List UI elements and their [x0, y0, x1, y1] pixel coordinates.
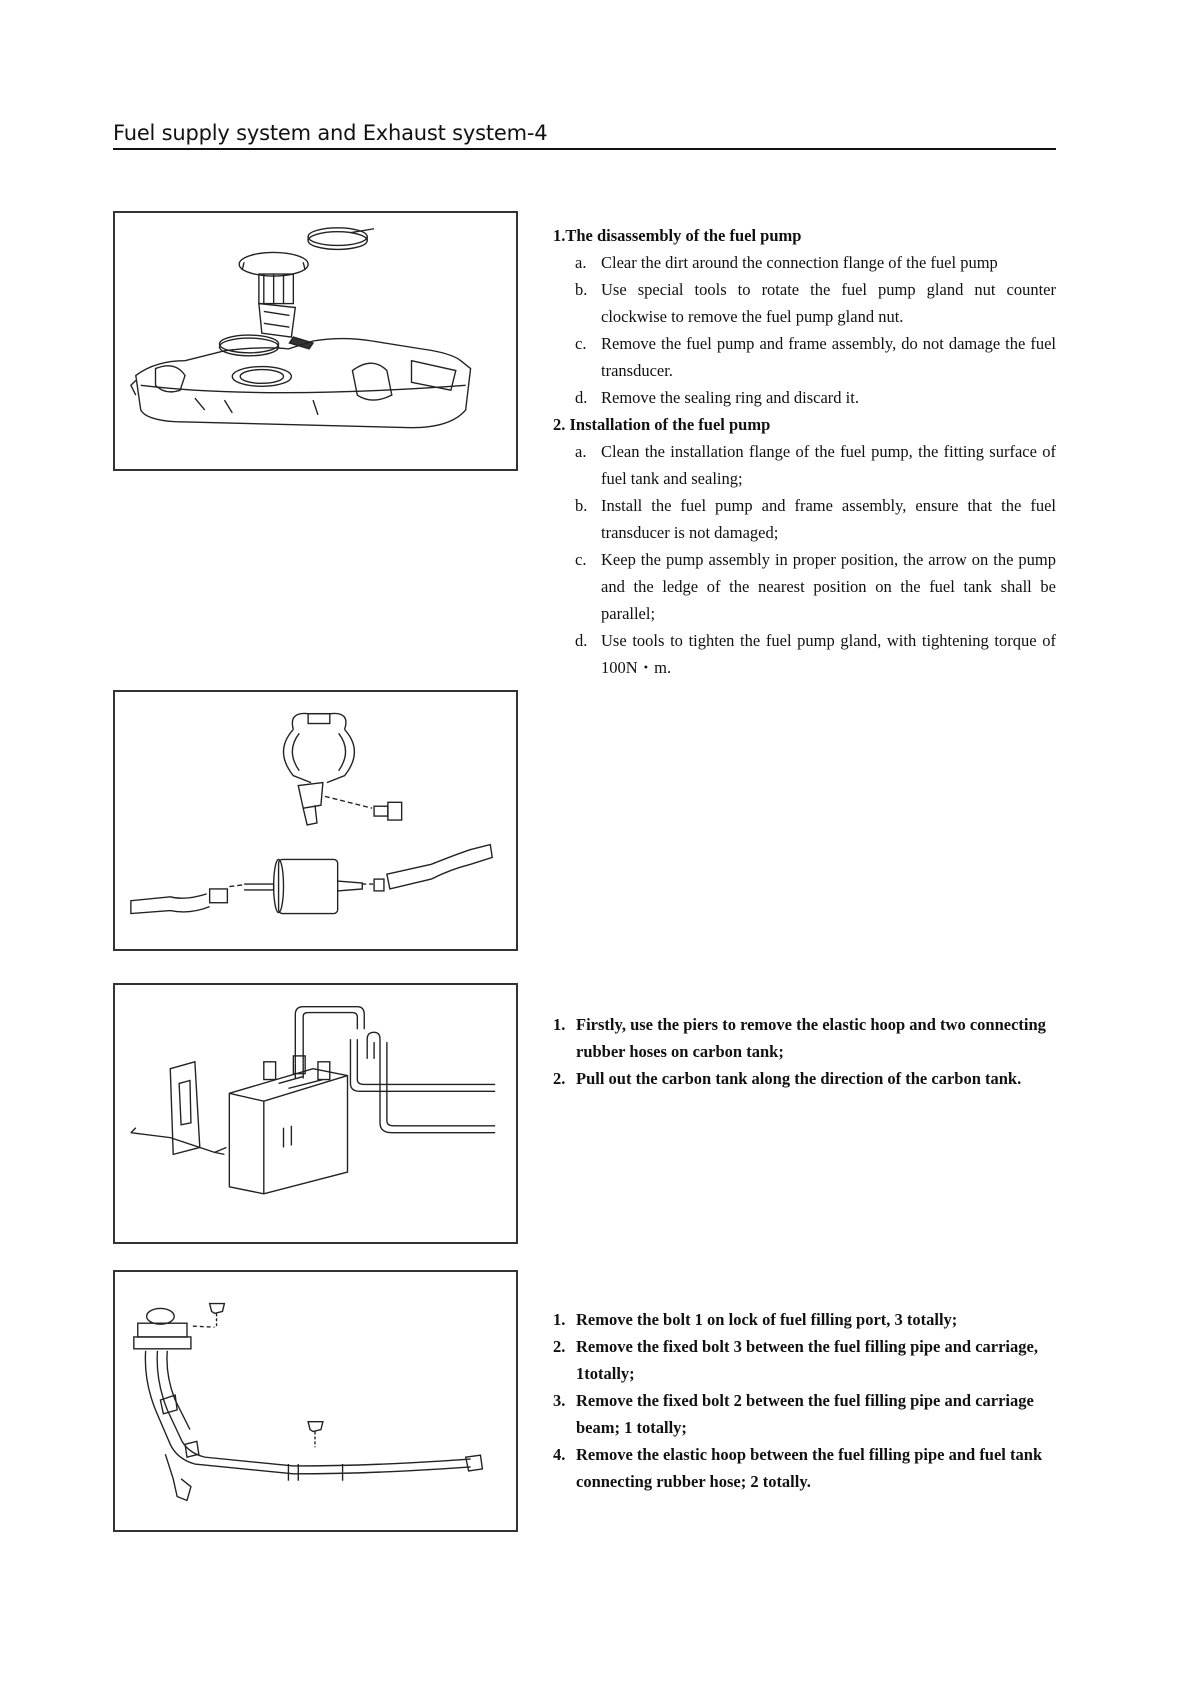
carbon-tank-illustration — [113, 983, 518, 1244]
filler-pipe-instructions — [553, 1306, 1056, 1495]
filler-pipe-step-3: 3. Remove the fixed bolt 2 between the fuel filling pipe and carriage beam; 1 totally; — [553, 1391, 1034, 1437]
disassembly-step-d: d. Remove the sealing ring and discard it. — [575, 388, 859, 407]
installation-step-a: a. Clean the installation flange of the fuel pump, the fitting surface of fuel tank and sealing; — [575, 442, 1056, 488]
filler-pipe-step-2: 2. Remove the fixed bolt 3 between the fuel filling pipe and carriage, 1totally; — [553, 1337, 1038, 1383]
carbon-tank-step-2: 2. Pull out the carbon tank along the direction of the carbon tank. — [553, 1069, 1022, 1088]
page-title: Fuel supply system and Exhaust system-4 — [113, 121, 548, 145]
fuel-pump-tank-illustration — [113, 211, 518, 471]
installation-step-d: d. Use tools to tighten the fuel pump gland, with tightening torque of 100N・m. — [575, 631, 1056, 677]
installation-title: 2. Installation of the fuel pump — [553, 415, 771, 434]
fuel-filler-pipe-illustration — [113, 1270, 518, 1532]
carbon-tank-instructions — [553, 1011, 1056, 1092]
fuel-pump-instructions — [553, 222, 1056, 681]
disassembly-step-a: a. Clear the dirt around the connection flange of the fuel pump — [575, 253, 998, 272]
disassembly-step-c: c. Remove the fuel pump and frame assembly, do not damage the fuel transducer. — [575, 334, 1056, 380]
fuel-filter-illustration — [113, 690, 518, 951]
installation-step-c: c. Keep the pump assembly in proper position, the arrow on the pump and the ledge of the nearest position on the fuel tank shall be parallel; — [575, 550, 1056, 623]
page-header — [113, 112, 1056, 150]
disassembly-step-b: b. Use special tools to rotate the fuel pump gland nut counter clockwise to remove the fuel pump gland nut. — [575, 280, 1056, 326]
filler-pipe-step-4: 4. Remove the elastic hoop between the fuel filling pipe and fuel tank connecting rubber hose; 2 totally. — [553, 1445, 1043, 1491]
filler-pipe-step-1: 1. Remove the bolt 1 on lock of fuel filling port, 3 totally; — [553, 1310, 958, 1329]
installation-step-b: b. Install the fuel pump and frame assembly, ensure that the fuel transducer is not damaged; — [575, 496, 1056, 542]
carbon-tank-step-1: 1. Firstly, use the piers to remove the elastic hoop and two connecting rubber hoses on carbon tank; — [553, 1015, 1046, 1061]
disassembly-title: 1.The disassembly of the fuel pump — [553, 226, 802, 245]
